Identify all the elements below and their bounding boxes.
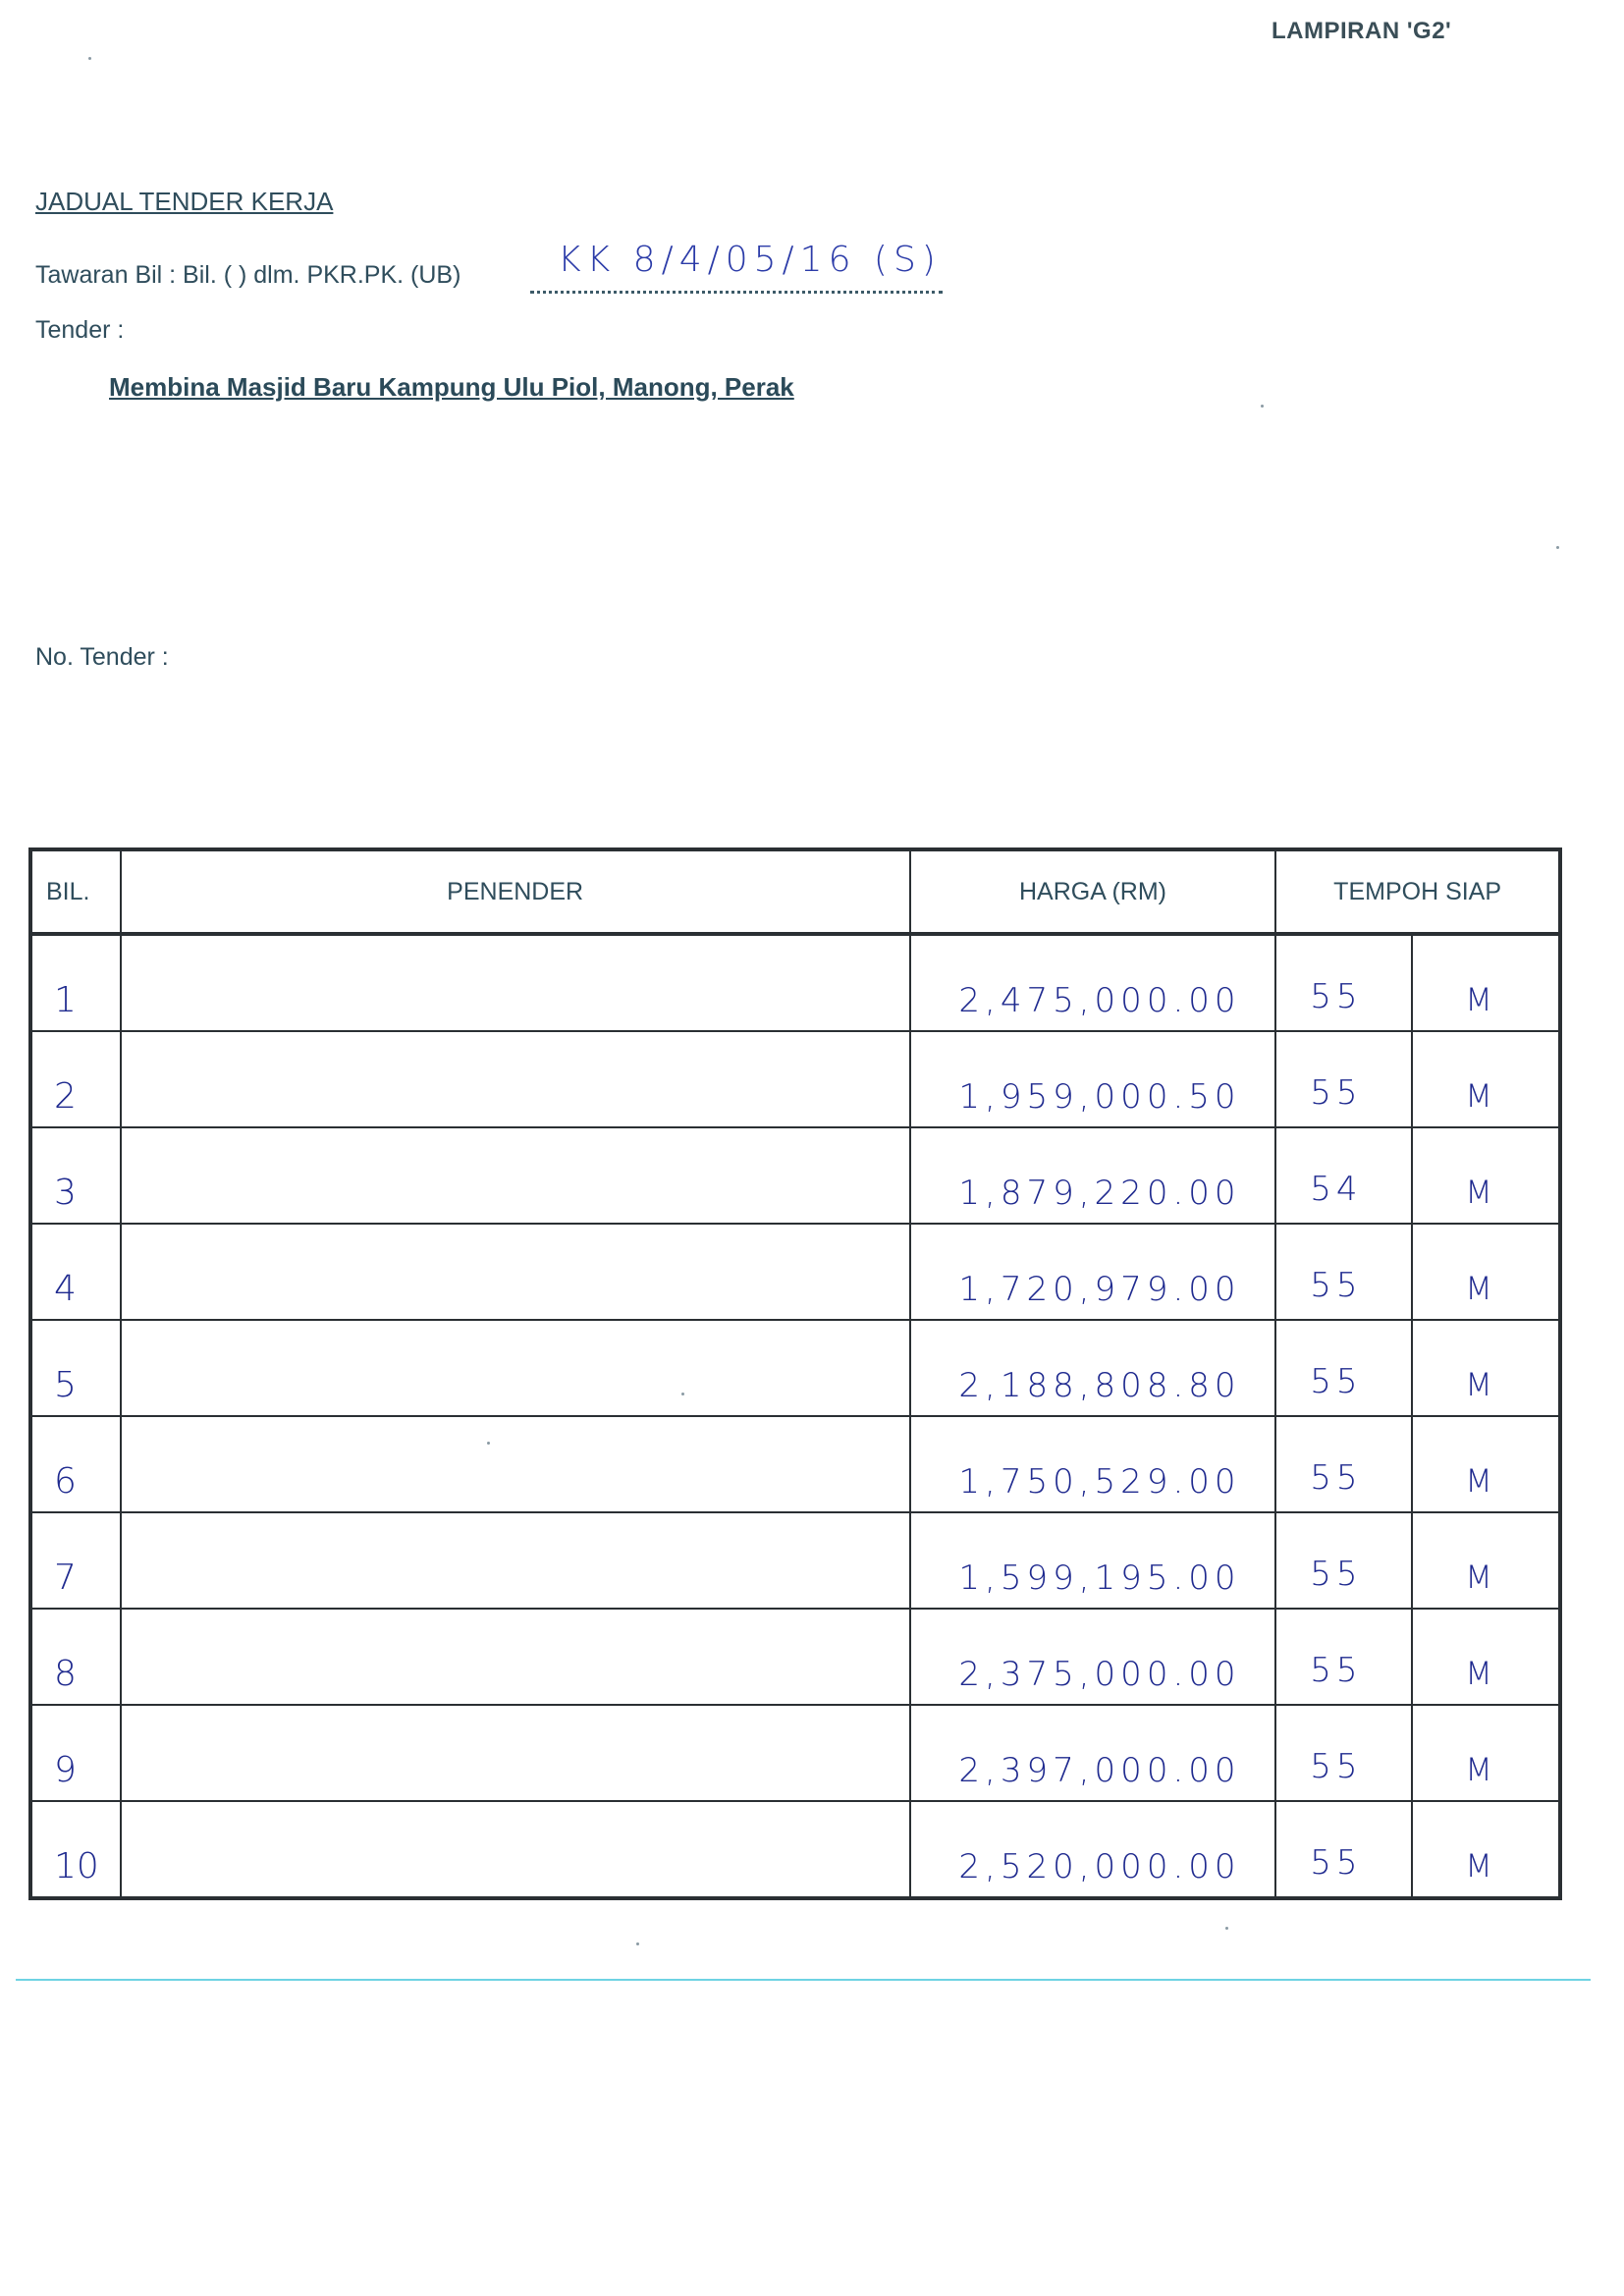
bil-cell — [30, 1416, 121, 1512]
penender-cell — [121, 1320, 910, 1416]
harga-value: 1,599,195.00 — [958, 1558, 1241, 1598]
tempoh-unit-cell — [1412, 1416, 1560, 1512]
table-row — [30, 1801, 1560, 1898]
bil-cell — [30, 1320, 121, 1416]
table-row — [30, 1127, 1560, 1224]
tempoh-unit-cell — [1412, 934, 1560, 1031]
tawaran-label: Tawaran Bil : Bil. ( ) dlm. PKR.PK. (UB) — [35, 261, 461, 289]
harga-value: 2,188,808.80 — [958, 1366, 1241, 1405]
tempoh-unit: M — [1465, 1077, 1492, 1115]
harga-value: 2,375,000.00 — [958, 1655, 1241, 1694]
penender-cell — [121, 1127, 910, 1224]
bil-cell — [30, 1127, 121, 1224]
tempoh-unit: M — [1465, 1462, 1492, 1500]
tempoh-unit: M — [1465, 1655, 1492, 1692]
header-tempoh-siap: TEMPOH SIAP — [1275, 849, 1560, 934]
bil-cell — [30, 1705, 121, 1801]
tempoh-unit-cell — [1412, 1512, 1560, 1609]
tempoh-unit: M — [1465, 1366, 1492, 1403]
tempoh-unit-cell — [1412, 1609, 1560, 1705]
bil-value: 5 — [54, 1365, 77, 1405]
harga-cell — [910, 1031, 1276, 1127]
tempoh-value: 55 — [1310, 1266, 1363, 1305]
harga-cell — [910, 1609, 1276, 1705]
harga-cell — [910, 1416, 1276, 1512]
harga-cell — [910, 1705, 1276, 1801]
tempoh-value: 55 — [1310, 977, 1363, 1016]
tempoh-value: 55 — [1310, 1651, 1363, 1690]
tempoh-unit-cell — [1412, 1224, 1560, 1320]
table-row — [30, 1705, 1560, 1801]
tempoh-unit-cell — [1412, 1320, 1560, 1416]
harga-cell — [910, 1320, 1276, 1416]
bil-cell — [30, 934, 121, 1031]
harga-value: 1,959,000.50 — [958, 1077, 1241, 1117]
bil-value: 8 — [54, 1654, 77, 1694]
tempoh-cell — [1275, 1127, 1412, 1224]
table-row — [30, 934, 1560, 1031]
table-row — [30, 1416, 1560, 1512]
bil-value: 1 — [54, 980, 77, 1020]
tempoh-unit: M — [1465, 1558, 1492, 1596]
tempoh-value: 55 — [1310, 1458, 1363, 1498]
penender-cell — [121, 1512, 910, 1609]
penender-cell — [121, 1705, 910, 1801]
table-row — [30, 1320, 1560, 1416]
tempoh-unit: M — [1465, 1270, 1492, 1307]
header-harga: HARGA (RM) — [910, 849, 1276, 934]
tempoh-cell — [1275, 1224, 1412, 1320]
penender-cell — [121, 1416, 910, 1512]
table-row — [30, 1609, 1560, 1705]
penender-cell — [121, 1031, 910, 1127]
tempoh-unit-cell — [1412, 1705, 1560, 1801]
tempoh-cell — [1275, 1320, 1412, 1416]
tempoh-unit: M — [1465, 1174, 1492, 1211]
tempoh-value: 55 — [1310, 1843, 1363, 1883]
harga-cell — [910, 1801, 1276, 1898]
harga-cell — [910, 934, 1276, 1031]
penender-cell — [121, 1801, 910, 1898]
cyan-divider-line — [16, 1979, 1591, 1981]
penender-cell — [121, 1224, 910, 1320]
tempoh-value: 55 — [1310, 1555, 1363, 1594]
tempoh-cell — [1275, 1705, 1412, 1801]
tempoh-unit-cell — [1412, 1801, 1560, 1898]
harga-cell — [910, 1224, 1276, 1320]
tempoh-cell — [1275, 1801, 1412, 1898]
reference-number-handwritten: KK 8/4/05/16 (S) — [558, 240, 942, 280]
tempoh-cell — [1275, 1512, 1412, 1609]
tempoh-cell — [1275, 1416, 1412, 1512]
tempoh-cell — [1275, 1031, 1412, 1127]
tempoh-value: 54 — [1310, 1170, 1363, 1209]
bil-value: 2 — [54, 1076, 77, 1117]
scan-speck — [1225, 1927, 1228, 1930]
scan-speck — [1556, 546, 1559, 549]
bil-value: 7 — [54, 1558, 77, 1598]
bil-value: 10 — [54, 1846, 99, 1886]
table-row — [30, 1031, 1560, 1127]
bil-cell — [30, 1512, 121, 1609]
tender-label: Tender : — [35, 316, 125, 344]
tempoh-value: 55 — [1310, 1747, 1363, 1786]
harga-cell — [910, 1512, 1276, 1609]
scan-speck — [1261, 405, 1264, 408]
bil-cell — [30, 1801, 121, 1898]
header-penender: PENENDER — [121, 849, 910, 934]
tempoh-cell — [1275, 934, 1412, 1031]
tempoh-unit: M — [1465, 981, 1492, 1018]
tempoh-value: 55 — [1310, 1073, 1363, 1113]
tempoh-unit-cell — [1412, 1031, 1560, 1127]
tempoh-unit-cell — [1412, 1127, 1560, 1224]
table-row — [30, 1224, 1560, 1320]
harga-value: 2,520,000.00 — [958, 1847, 1241, 1886]
tempoh-cell — [1275, 1609, 1412, 1705]
tender-table — [28, 847, 1562, 1900]
harga-value: 1,750,529.00 — [958, 1462, 1241, 1502]
bil-value: 4 — [54, 1269, 77, 1309]
bil-cell — [30, 1224, 121, 1320]
bil-value: 3 — [54, 1173, 77, 1213]
bil-cell — [30, 1031, 121, 1127]
penender-cell — [121, 934, 910, 1031]
harga-value: 2,397,000.00 — [958, 1751, 1241, 1790]
project-title: Membina Masjid Baru Kampung Ulu Piol, Manong, Perak — [109, 372, 794, 402]
no-tender-label: No. Tender : — [35, 643, 169, 671]
tempoh-value: 55 — [1310, 1362, 1363, 1401]
scan-speck — [88, 57, 91, 60]
penender-cell — [121, 1609, 910, 1705]
document-heading: JADUAL TENDER KERJA — [35, 187, 334, 216]
harga-value: 1,879,220.00 — [958, 1174, 1241, 1213]
bil-value: 9 — [54, 1750, 77, 1790]
table-header-row — [30, 849, 1560, 934]
bil-cell — [30, 1609, 121, 1705]
harga-value: 2,475,000.00 — [958, 981, 1241, 1020]
tempoh-unit: M — [1465, 1847, 1492, 1885]
scan-speck — [636, 1942, 639, 1945]
header-bil: BIL. — [30, 849, 121, 934]
harga-cell — [910, 1127, 1276, 1224]
annex-label: LAMPIRAN 'G2' — [1272, 18, 1452, 44]
tempoh-unit: M — [1465, 1751, 1492, 1788]
harga-value: 1,720,979.00 — [958, 1270, 1241, 1309]
bil-value: 6 — [54, 1461, 77, 1502]
table-row — [30, 1512, 1560, 1609]
